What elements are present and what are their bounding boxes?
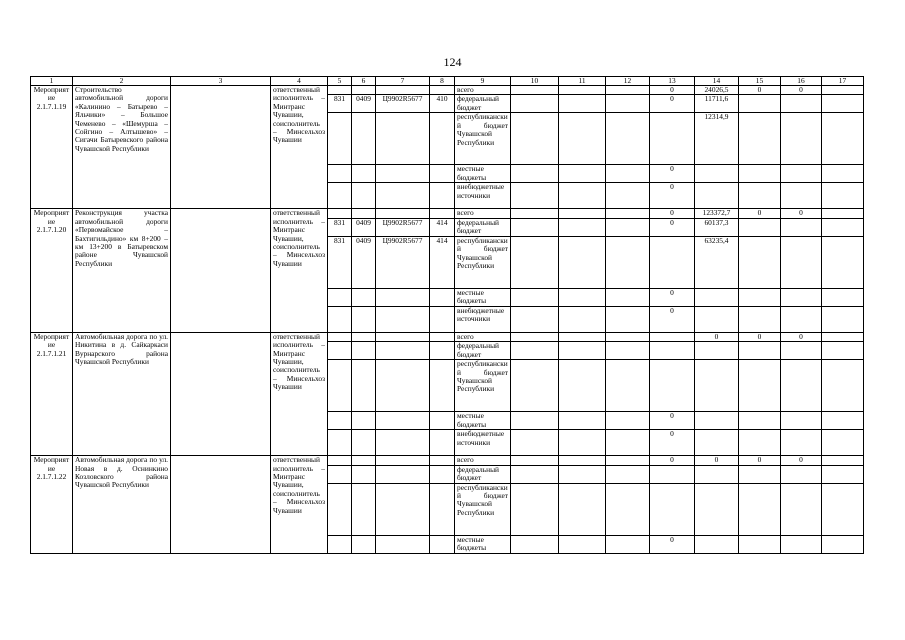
value-cell (781, 236, 822, 288)
expense-type (430, 86, 455, 95)
expense-type (430, 483, 455, 535)
column-12-cell (606, 306, 650, 332)
grbs-code (328, 113, 352, 165)
column-10-cell (511, 236, 559, 288)
target-article (376, 342, 430, 360)
header-cell: 8 (430, 77, 455, 86)
grbs-code (328, 288, 352, 306)
column-11-cell (559, 360, 606, 412)
value-cell (695, 465, 739, 483)
value-cell: 0 (650, 95, 695, 113)
value-cell (781, 342, 822, 360)
column-17-cell (822, 342, 864, 360)
value-cell: 0 (695, 456, 739, 465)
column-17-cell (822, 95, 864, 113)
value-cell (695, 165, 739, 183)
expense-type: 410 (430, 95, 455, 113)
value-cell (781, 95, 822, 113)
column-3-cell (171, 456, 271, 553)
column-12-cell (606, 165, 650, 183)
section-code (352, 465, 376, 483)
funding-source: федеральный бюджет (455, 342, 511, 360)
value-cell: 12314,9 (695, 113, 739, 165)
expense-type: 414 (430, 236, 455, 288)
column-17-cell (822, 113, 864, 165)
expense-type: 414 (430, 218, 455, 236)
column-12-cell (606, 412, 650, 430)
executor: ответственный исполнитель – Минтранс Чувашии, соисполнитель – Минсельхоз Чувашии (271, 209, 328, 332)
target-article (376, 430, 430, 456)
section-code (352, 535, 376, 553)
value-cell: 0 (781, 456, 822, 465)
value-cell: 0 (650, 209, 695, 218)
funding-source: всего (455, 456, 511, 465)
executor: ответственный исполнитель – Минтранс Чувашии, соисполнитель – Минсельхоз Чувашии (271, 456, 328, 553)
column-11-cell (559, 95, 606, 113)
value-cell: 0 (695, 332, 739, 341)
column-17-cell (822, 86, 864, 95)
column-10-cell (511, 412, 559, 430)
grbs-code: 831 (328, 218, 352, 236)
value-cell: 0 (650, 288, 695, 306)
event-id: Мероприятие 2.1.7.1.20 (31, 209, 73, 332)
value-cell (781, 306, 822, 332)
column-17-cell (822, 183, 864, 209)
section-code (352, 332, 376, 341)
value-cell (695, 412, 739, 430)
value-cell (739, 165, 781, 183)
target-article: Ц9902R5677 (376, 218, 430, 236)
value-cell (781, 535, 822, 553)
section-code (352, 183, 376, 209)
event-name: Строительство автомобильной дороги «Калинино – Батырево – Яльчики» – Большое Чеменево – «Шемурша – Сойгино – Алтышево» – Сигачи Батыревского района Чувашской Республики (73, 86, 171, 209)
header-cell: 4 (271, 77, 328, 86)
column-12-cell (606, 456, 650, 465)
value-cell (781, 412, 822, 430)
column-12-cell (606, 218, 650, 236)
column-11-cell (559, 465, 606, 483)
value-cell: 0 (650, 430, 695, 456)
header-cell: 2 (73, 77, 171, 86)
target-article (376, 86, 430, 95)
expense-type (430, 412, 455, 430)
event-id: Мероприятие 2.1.7.1.22 (31, 456, 73, 553)
grbs-code (328, 209, 352, 218)
expense-type (430, 165, 455, 183)
column-12-cell (606, 430, 650, 456)
column-12-cell (606, 288, 650, 306)
value-cell: 0 (739, 332, 781, 341)
column-17-cell (822, 412, 864, 430)
value-cell: 11711,6 (695, 95, 739, 113)
funding-source: внебюджетные источники (455, 183, 511, 209)
funding-source: федеральный бюджет (455, 218, 511, 236)
header-cell: 14 (695, 77, 739, 86)
column-17-cell (822, 209, 864, 218)
column-11-cell (559, 332, 606, 341)
table-row (31, 456, 864, 465)
column-10-cell (511, 113, 559, 165)
value-cell (739, 483, 781, 535)
expense-type (430, 209, 455, 218)
grbs-code: 831 (328, 236, 352, 288)
grbs-code (328, 165, 352, 183)
header-cell: 17 (822, 77, 864, 86)
expense-type (430, 332, 455, 341)
value-cell: 0 (739, 86, 781, 95)
column-17-cell (822, 236, 864, 288)
header-cell: 15 (739, 77, 781, 86)
header-cell: 10 (511, 77, 559, 86)
column-11-cell (559, 183, 606, 209)
expense-type (430, 535, 455, 553)
column-11-cell (559, 165, 606, 183)
expense-type (430, 306, 455, 332)
funding-source: республиканский бюджет Чувашской Республики (455, 113, 511, 165)
value-cell (739, 342, 781, 360)
section-code (352, 86, 376, 95)
table-row (31, 332, 864, 341)
value-cell (739, 183, 781, 209)
event-id: Мероприятие 2.1.7.1.21 (31, 332, 73, 455)
column-10-cell (511, 86, 559, 95)
header-cell: 5 (328, 77, 352, 86)
header-cell: 7 (376, 77, 430, 86)
column-11-cell (559, 209, 606, 218)
value-cell: 0 (781, 332, 822, 341)
column-10-cell (511, 165, 559, 183)
value-cell (695, 535, 739, 553)
section-code (352, 288, 376, 306)
column-12-cell (606, 332, 650, 341)
grbs-code (328, 465, 352, 483)
section-code (352, 360, 376, 412)
value-cell (739, 236, 781, 288)
column-11-cell (559, 306, 606, 332)
column-17-cell (822, 483, 864, 535)
event-name: Автомобильная дорога по ул. Никитина в д. Сайкаркаси Вурнарского района Чувашской Республики (73, 332, 171, 455)
value-cell: 63235,4 (695, 236, 739, 288)
header-cell: 12 (606, 77, 650, 86)
value-cell (739, 113, 781, 165)
header-cell: 9 (455, 77, 511, 86)
value-cell (739, 306, 781, 332)
value-cell: 0 (650, 306, 695, 332)
table-row (31, 209, 864, 218)
column-11-cell (559, 430, 606, 456)
section-code: 0409 (352, 236, 376, 288)
column-11-cell (559, 288, 606, 306)
grbs-code (328, 183, 352, 209)
funding-source: федеральный бюджет (455, 465, 511, 483)
expense-type (430, 430, 455, 456)
column-11-cell (559, 236, 606, 288)
value-cell (781, 360, 822, 412)
column-17-cell (822, 430, 864, 456)
expense-type (430, 360, 455, 412)
header-cell: 16 (781, 77, 822, 86)
section-code (352, 456, 376, 465)
grbs-code (328, 430, 352, 456)
column-11-cell (559, 342, 606, 360)
target-article (376, 465, 430, 483)
target-article (376, 306, 430, 332)
section-code (352, 342, 376, 360)
grbs-code (328, 360, 352, 412)
target-article (376, 165, 430, 183)
value-cell: 0 (650, 218, 695, 236)
funding-source: внебюджетные источники (455, 430, 511, 456)
value-cell (650, 332, 695, 341)
value-cell (650, 483, 695, 535)
section-code: 0409 (352, 218, 376, 236)
column-17-cell (822, 288, 864, 306)
column-11-cell (559, 535, 606, 553)
column-10-cell (511, 360, 559, 412)
value-cell (739, 535, 781, 553)
column-3-cell (171, 86, 271, 209)
header-cell: 6 (352, 77, 376, 86)
funding-source: местные бюджеты (455, 412, 511, 430)
column-12-cell (606, 360, 650, 412)
value-cell (781, 165, 822, 183)
header-cell: 13 (650, 77, 695, 86)
target-article (376, 209, 430, 218)
value-cell (781, 483, 822, 535)
section-code (352, 306, 376, 332)
funding-source: республиканский бюджет Чувашской Республики (455, 236, 511, 288)
column-12-cell (606, 465, 650, 483)
value-cell: 0 (650, 456, 695, 465)
column-12-cell (606, 95, 650, 113)
value-cell (739, 430, 781, 456)
target-article (376, 183, 430, 209)
value-cell (781, 288, 822, 306)
column-10-cell (511, 95, 559, 113)
event-name: Автомобильная дорога по ул. Новая в д. Оснинкино Козловского района Чувашской Республики (73, 456, 171, 553)
target-article (376, 113, 430, 165)
column-3-cell (171, 209, 271, 332)
grbs-code (328, 483, 352, 535)
section-code (352, 483, 376, 535)
value-cell (695, 483, 739, 535)
value-cell: 0 (650, 86, 695, 95)
funding-source: республиканский бюджет Чувашской Республики (455, 483, 511, 535)
column-12-cell (606, 535, 650, 553)
column-10-cell (511, 430, 559, 456)
section-code (352, 412, 376, 430)
expense-type (430, 456, 455, 465)
grbs-code (328, 456, 352, 465)
header-cell: 3 (171, 77, 271, 86)
executor: ответственный исполнитель – Минтранс Чувашии, соисполнитель – Минсельхоз Чувашии (271, 86, 328, 209)
value-cell (739, 465, 781, 483)
funding-source: местные бюджеты (455, 165, 511, 183)
executor: ответственный исполнитель – Минтранс Чувашии, соисполнитель – Минсельхоз Чувашии (271, 332, 328, 455)
value-cell (739, 218, 781, 236)
value-cell: 0 (650, 183, 695, 209)
table-row (31, 86, 864, 95)
column-17-cell (822, 465, 864, 483)
section-code (352, 113, 376, 165)
column-17-cell (822, 535, 864, 553)
header-cell: 1 (31, 77, 73, 86)
expense-type (430, 465, 455, 483)
column-11-cell (559, 483, 606, 535)
grbs-code (328, 342, 352, 360)
funding-source: внебюджетные источники (455, 306, 511, 332)
grbs-code (328, 535, 352, 553)
target-article (376, 535, 430, 553)
value-cell (695, 342, 739, 360)
column-12-cell (606, 113, 650, 165)
header-cell: 11 (559, 77, 606, 86)
target-article (376, 456, 430, 465)
column-12-cell (606, 342, 650, 360)
header-row (31, 77, 864, 86)
column-10-cell (511, 288, 559, 306)
column-11-cell (559, 456, 606, 465)
target-article (376, 288, 430, 306)
value-cell (739, 412, 781, 430)
value-cell (695, 360, 739, 412)
column-12-cell (606, 483, 650, 535)
funding-source: республиканский бюджет Чувашской Республики (455, 360, 511, 412)
value-cell: 0 (650, 535, 695, 553)
column-10-cell (511, 306, 559, 332)
grbs-code: 831 (328, 95, 352, 113)
column-10-cell (511, 332, 559, 341)
column-11-cell (559, 86, 606, 95)
expense-type (430, 342, 455, 360)
column-10-cell (511, 209, 559, 218)
column-17-cell (822, 332, 864, 341)
section-code (352, 430, 376, 456)
grbs-code (328, 332, 352, 341)
value-cell (781, 430, 822, 456)
grbs-code (328, 86, 352, 95)
column-17-cell (822, 360, 864, 412)
value-cell (650, 342, 695, 360)
target-article (376, 412, 430, 430)
column-17-cell (822, 306, 864, 332)
budget-table (30, 76, 864, 554)
column-17-cell (822, 218, 864, 236)
event-id: Мероприятие 2.1.7.1.19 (31, 86, 73, 209)
value-cell (781, 465, 822, 483)
value-cell (781, 113, 822, 165)
event-name: Реконструкция участка автомобильной дороги «Первомайское – Бахтигильдино» км 8+200 – км 13+200 в Батыревском районе Чувашской Республики (73, 209, 171, 332)
column-12-cell (606, 86, 650, 95)
page-number: 124 (443, 55, 462, 69)
value-cell (739, 288, 781, 306)
grbs-code (328, 412, 352, 430)
column-17-cell (822, 165, 864, 183)
value-cell: 0 (739, 456, 781, 465)
value-cell (695, 288, 739, 306)
funding-source: местные бюджеты (455, 535, 511, 553)
funding-source: всего (455, 209, 511, 218)
column-10-cell (511, 535, 559, 553)
value-cell (650, 236, 695, 288)
column-17-cell (822, 456, 864, 465)
value-cell (695, 306, 739, 332)
value-cell (781, 218, 822, 236)
column-10-cell (511, 218, 559, 236)
funding-source: всего (455, 332, 511, 341)
target-article (376, 332, 430, 341)
column-11-cell (559, 113, 606, 165)
value-cell (781, 183, 822, 209)
expense-type (430, 113, 455, 165)
column-11-cell (559, 218, 606, 236)
section-code (352, 209, 376, 218)
target-article (376, 483, 430, 535)
target-article: Ц9902R5677 (376, 95, 430, 113)
funding-source: федеральный бюджет (455, 95, 511, 113)
value-cell (739, 360, 781, 412)
value-cell: 0 (781, 209, 822, 218)
column-12-cell (606, 183, 650, 209)
value-cell (739, 95, 781, 113)
value-cell: 0 (650, 412, 695, 430)
grbs-code (328, 306, 352, 332)
value-cell (695, 430, 739, 456)
column-10-cell (511, 465, 559, 483)
expense-type (430, 288, 455, 306)
funding-source: всего (455, 86, 511, 95)
value-cell: 0 (739, 209, 781, 218)
column-10-cell (511, 456, 559, 465)
column-12-cell (606, 209, 650, 218)
section-code (352, 165, 376, 183)
column-12-cell (606, 236, 650, 288)
funding-source: местные бюджеты (455, 288, 511, 306)
value-cell: 24026,5 (695, 86, 739, 95)
value-cell (650, 360, 695, 412)
column-10-cell (511, 483, 559, 535)
column-3-cell (171, 332, 271, 455)
value-cell: 0 (650, 165, 695, 183)
target-article (376, 360, 430, 412)
value-cell (650, 465, 695, 483)
value-cell: 60137,3 (695, 218, 739, 236)
column-10-cell (511, 342, 559, 360)
column-10-cell (511, 183, 559, 209)
value-cell: 123372,7 (695, 209, 739, 218)
column-11-cell (559, 412, 606, 430)
value-cell: 0 (781, 86, 822, 95)
value-cell (695, 183, 739, 209)
section-code: 0409 (352, 95, 376, 113)
value-cell (650, 113, 695, 165)
target-article: Ц9902R5677 (376, 236, 430, 288)
expense-type (430, 183, 455, 209)
